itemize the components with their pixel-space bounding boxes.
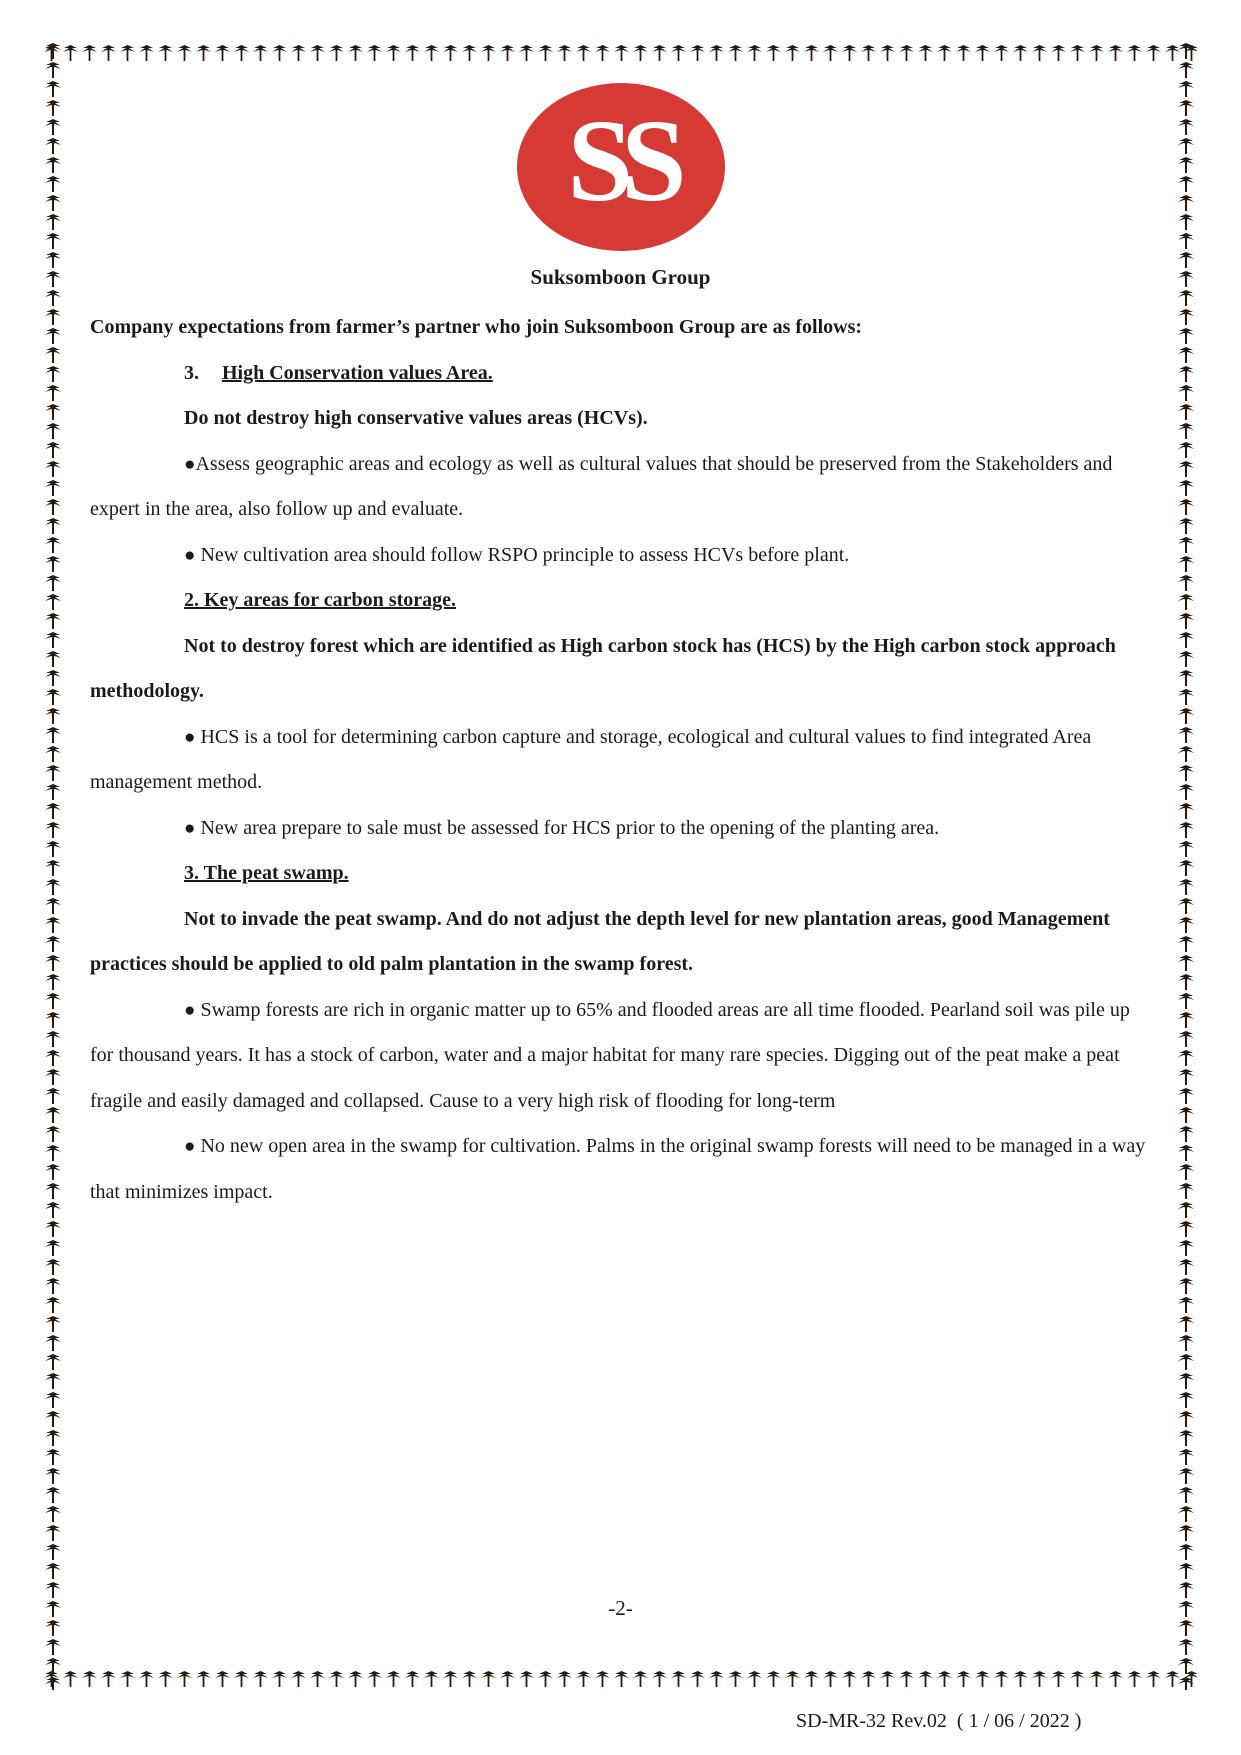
company-name: Suksomboon Group (530, 265, 711, 289)
palm-border-top (42, 42, 1197, 64)
document-code: SD-MR-32 Rev.02 ( 1 / 06 / 2022 ) (796, 1710, 1082, 1732)
section-heading-carbon: 2. Key areas for carbon storage. (184, 589, 456, 611)
section-statement: Do not destroy high conservative values areas (HCVs). (184, 407, 648, 429)
section-number: 3. (184, 361, 199, 384)
palm-border-bottom (42, 1668, 1197, 1690)
bullet-icon: ● (184, 726, 196, 748)
bullet-icon: ● (184, 544, 196, 566)
bullet-item: ● New cultivation area should follow RSPO principle to assess HCVs before plant. (184, 543, 850, 566)
bullet-icon: ● (184, 453, 196, 475)
company-logo (515, 82, 727, 252)
bullet-item: ● Swamp forests are rich in organic matter up to 65% and flooded areas are all time flooded. Pearland soil was pile up for thousand years. It has a stock of carbon, water and a major habitat for many rare species. Digging out of the peat make a peat fragile and easily damaged and collapsed. Cause to a very high risk of flooding for long-term (90, 998, 1130, 1112)
intro-statement: Company expectations from farmer’s partner who join Suksomboon Group are as follows: (90, 316, 863, 338)
bullet-icon: ● (184, 999, 196, 1021)
bullet-item: ● HCS is a tool for determining carbon capture and storage, ecological and cultural values to find integrated Area management method. (90, 725, 1092, 793)
document-body (90, 305, 1150, 1215)
section-statement: Not to destroy forest which are identified as High carbon stock has (HCS) by the High carbon stock approach methodology. (90, 634, 1116, 702)
bullet-item: ● New area prepare to sale must be assessed for HCS prior to the opening of the planting area. (184, 816, 940, 839)
section-title: High Conservation values Area. (222, 361, 493, 384)
section-heading-peat: 3. The peat swamp. (184, 862, 349, 884)
bullet-item: ● No new open area in the swamp for cultivation. Palms in the original swamp forests will need to be managed in a way that minimizes impact. (90, 1135, 1146, 1203)
svg-text:SS: SS (567, 95, 675, 226)
bullet-icon: ● (184, 1136, 196, 1157)
bullet-icon: ● (184, 817, 196, 839)
page-number: -2- (608, 1596, 633, 1620)
section-statement: Not to invade the peat swamp. And do not adjust the depth level for new plantation areas, good Management practices should be applied to old palm plantation in the swamp forest. (90, 907, 1110, 975)
section-heading-hcv (90, 351, 1150, 397)
bullet-item: ●Assess geographic areas and ecology as well as cultural values that should be preserved from the Stakeholders and expert in the area, also follow up and evaluate. (90, 452, 1113, 520)
